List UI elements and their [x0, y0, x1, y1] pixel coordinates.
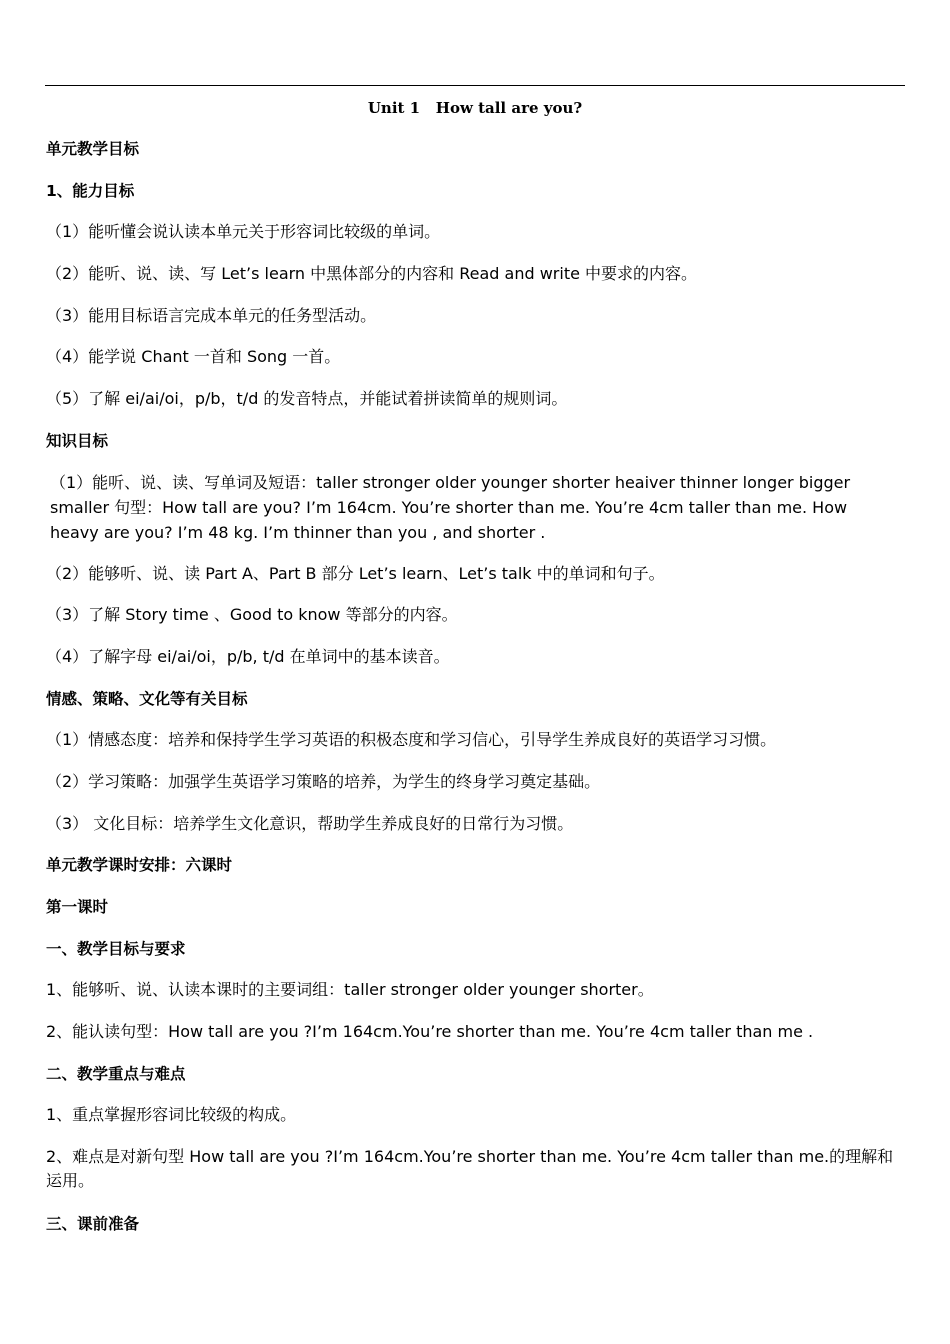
affective-goal-2: （2）学习策略：加强学生英语学习策略的培养，为学生的终身学习奠定基础。: [46, 772, 601, 791]
section-heading-lesson-1: 第一课时: [46, 898, 109, 916]
knowledge-goal-4: （4）了解字母 ei/ai/oi，p/b, t/d 在单词中的基本读音。: [46, 647, 450, 666]
ability-goal-1: （1）能听懂会说认读本单元关于形容词比较级的单词。: [46, 222, 441, 241]
affective-goal-1: （1）情感态度：培养和保持学生学习英语的积极态度和学习信心，引导学生养成良好的英语学习习惯。: [46, 730, 777, 749]
section-heading-unit-goals: 单元教学目标: [46, 140, 140, 158]
section-heading-schedule: 单元教学课时安排：六课时: [46, 856, 233, 874]
ability-goal-5: （5）了解 ei/ai/oi，p/b，t/d 的发音特点，并能试着拼读简单的规则词。: [46, 389, 568, 408]
ability-goal-2: （2）能听、说、读、写 Let’s learn 中黑体部分的内容和 Read and write 中要求的内容。: [46, 264, 698, 283]
affective-goal-3: （3） 文化目标：培养学生文化意识，帮助学生养成良好的日常行为习惯。: [46, 814, 574, 833]
section-heading-affective-goals: 情感、策略、文化等有关目标: [46, 690, 248, 708]
section-heading-objectives: 一、教学目标与要求: [46, 940, 186, 958]
section-heading-preparation: 三、课前准备: [46, 1215, 140, 1233]
key-point-1: 1、重点掌握形容词比较级的构成。: [46, 1105, 297, 1124]
knowledge-goal-3: （3）了解 Story time 、Good to know 等部分的内容。: [46, 605, 458, 624]
key-point-2: 2、难点是对新句型 How tall are you ?I’m 164cm.You’re shorter than me. You’re 4cm taller than me.的理解和运用。: [46, 1147, 894, 1190]
section-heading-ability-goals: 1、能力目标: [46, 182, 135, 200]
section-heading-knowledge-goals: 知识目标: [46, 432, 109, 450]
objective-1: 1、能够听、说、认读本课时的主要词组：taller stronger older younger shorter。: [46, 980, 654, 999]
ability-goal-3: （3）能用目标语言完成本单元的任务型活动。: [46, 306, 377, 325]
document-title: Unit 1 How tall are you?: [367, 99, 583, 117]
objective-2: 2、能认读句型：How tall are you ?I’m 164cm.You’re shorter than me. You’re 4cm taller than me .: [46, 1022, 814, 1041]
knowledge-goal-1: （1）能听、说、读、写单词及短语：taller stronger older younger shorter heaiver thinner longer bigger smaller 句型：How tall are you? I’m 164cm. You’re shorter than me. You’re 4cm taller than me. How heavy are you? I’m 48 kg. I’m thinner than you , and shorter .: [50, 473, 851, 542]
knowledge-goal-2: （2）能够听、说、读 Part A、Part B 部分 Let’s learn、Let’s talk 中的单词和句子。: [46, 564, 665, 583]
section-heading-key-points: 二、教学重点与难点: [46, 1065, 186, 1083]
ability-goal-4: （4）能学说 Chant 一首和 Song 一首。: [46, 347, 341, 366]
header-rule: [45, 85, 905, 86]
